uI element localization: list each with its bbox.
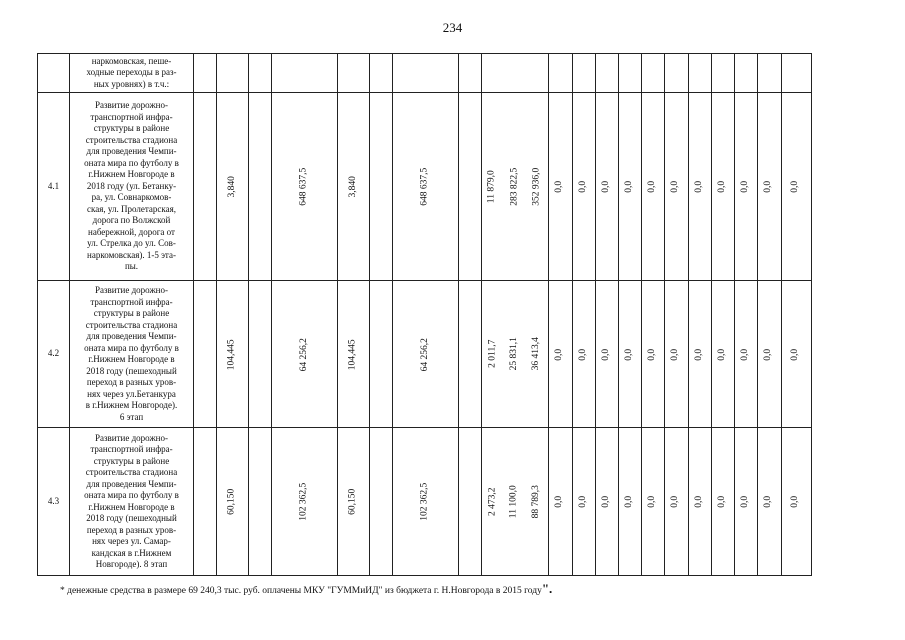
cost-cell-2 [392, 93, 458, 281]
amount-cell [757, 93, 781, 281]
financing-value: 11 879,0 [487, 170, 497, 203]
amount-cell [688, 93, 711, 281]
empty-cell [194, 93, 217, 281]
row-number: 4.1 [38, 93, 70, 281]
description-line: переход в разных уров- [86, 377, 177, 387]
amount-cell [734, 281, 757, 428]
page-number: 234 [442, 20, 463, 35]
table-row [38, 54, 812, 93]
amount-cell [664, 93, 688, 281]
budget-table [37, 53, 812, 576]
description-line: 2018 году (пешеходный [86, 513, 177, 523]
financing-cell [481, 93, 548, 281]
footnote-close-quote: ". [541, 581, 553, 596]
amount-cell [595, 54, 618, 93]
financing-value: 2 011,7 [487, 339, 497, 369]
financing-slot [526, 337, 548, 371]
description-line: наркомовская, пеше- [91, 55, 172, 66]
description-line: 6 этап [119, 411, 144, 422]
length-km-cell-2-value: 104,445 [347, 339, 358, 370]
amount-cell-value: 0,0 [740, 348, 750, 361]
empty-cell [369, 93, 392, 281]
amount-cell [711, 93, 734, 281]
amount-cell [664, 281, 688, 428]
amount-cell [711, 428, 734, 576]
financing-slot [482, 487, 504, 516]
empty-cell [458, 54, 481, 93]
length-km-cell [217, 54, 249, 93]
table-row [38, 428, 812, 576]
description-line: г.Нижнем Новгороде в [88, 169, 175, 180]
description-line: 2018 году (ул. Бетанку- [86, 180, 177, 191]
description-line: оната мира по футболу в [84, 157, 179, 168]
amount-cell [595, 93, 618, 281]
financing-value: 2 473,2 [487, 487, 497, 516]
amount-cell-value: 0,0 [601, 348, 611, 361]
amount-cell [641, 281, 664, 428]
amount-cell [618, 281, 641, 428]
empty-cell [248, 54, 271, 93]
financing-values [482, 337, 548, 371]
amount-cell [548, 281, 572, 428]
amount-cell-value: 0,0 [790, 348, 801, 361]
empty-cell [194, 428, 217, 576]
amount-cell-value: 0,0 [694, 348, 704, 361]
amount-cell-value: 0,0 [763, 348, 774, 361]
amount-cell [641, 54, 664, 93]
footnote [60, 581, 552, 597]
financing-slot [504, 337, 526, 371]
description-line: Новгороде). 8 этап [95, 559, 168, 569]
amount-cell [618, 54, 641, 93]
description-line: структуры в районе [93, 123, 170, 134]
amount-cell [781, 281, 811, 428]
description-line: транспортной инфра- [90, 444, 173, 454]
description-line: структуры в районе [93, 308, 170, 318]
amount-cell [572, 93, 595, 281]
empty-cell [458, 428, 481, 576]
cost-cell-value: 648 637,5 [298, 168, 309, 206]
cost-cell-value: 102 362,5 [298, 483, 309, 521]
cost-cell-2-value: 64 256,2 [419, 337, 430, 372]
empty-cell [248, 281, 271, 428]
amount-cell [548, 54, 572, 93]
description-line: строительства стадиона [85, 319, 178, 330]
amount-cell-value: 0,0 [763, 496, 774, 508]
amount-cell [548, 428, 572, 576]
cost-cell [271, 54, 337, 93]
financing-value: 352 936,0 [531, 167, 541, 206]
financing-slot [526, 484, 548, 519]
empty-cell [194, 281, 217, 428]
financing-cell [481, 428, 548, 576]
amount-cell [641, 428, 664, 576]
amount-cell-value: 0,0 [601, 181, 611, 193]
description-line: г.Нижнем Новгороде в [88, 354, 175, 364]
financing-values [482, 167, 548, 206]
row-description [70, 281, 194, 428]
financing-slot [526, 167, 548, 206]
amount-cell-value: 0,0 [554, 496, 565, 508]
amount-cell [711, 281, 734, 428]
description-line: ходные переходы в раз- [86, 67, 177, 78]
row-description [70, 428, 194, 576]
amount-cell-value: 0,0 [790, 496, 801, 508]
amount-cell-value: 0,0 [670, 348, 681, 361]
empty-cell [458, 93, 481, 281]
length-km-cell-2 [337, 54, 369, 93]
amount-cell-value: 0,0 [624, 348, 634, 361]
description-line: г.Нижнем Новгороде в [88, 501, 175, 512]
description-line: транспортной инфра- [90, 111, 173, 122]
description-line: транспортной инфра- [90, 296, 173, 307]
empty-cell [248, 93, 271, 281]
length-km-cell [217, 428, 249, 576]
description-line: строительства стадиона [85, 134, 178, 145]
amount-cell-value: 0,0 [717, 181, 727, 193]
description-line: нях через ул.Бетанкура [87, 388, 176, 399]
amount-cell-value: 0,0 [717, 496, 727, 508]
description-line: ул. Стрелка до ул. Сов- [87, 238, 176, 249]
length-km-cell-2 [337, 281, 369, 428]
length-km-cell-value: 3,840 [226, 176, 237, 198]
description-line: набережной, дорога от [88, 226, 175, 237]
length-km-cell-value: 104,445 [226, 339, 237, 370]
cost-cell-2 [392, 54, 458, 93]
description-line: ных уровнях) в т.ч.: [93, 78, 170, 89]
cost-cell-value: 64 256,2 [298, 337, 309, 372]
financing-value: 25 831,1 [509, 337, 519, 371]
length-km-cell-2-value: 3,840 [347, 176, 358, 198]
description-line: нях через ул. Самар- [92, 536, 171, 546]
amount-cell [664, 428, 688, 576]
amount-cell [618, 428, 641, 576]
length-km-cell-value: 60,150 [226, 488, 237, 516]
row-description [70, 54, 194, 93]
description-line: ра, ул. Совнаркомов- [91, 192, 172, 203]
footnote-text: * денежные средства в размере 69 240,3 тыс. руб. оплачены МКУ "ГУММиИД" из бюджета г. Н.Новгорода в 2015 году [60, 586, 542, 596]
cost-cell-2-value: 648 637,5 [419, 168, 430, 206]
description-line: для проведения Чемпи- [86, 146, 177, 157]
cost-cell [271, 428, 337, 576]
amount-cell [781, 54, 811, 93]
financing-slot [504, 485, 526, 518]
financing-cell [481, 54, 548, 93]
financing-value: 283 822,5 [509, 167, 519, 206]
amount-cell [595, 281, 618, 428]
amount-cell-value: 0,0 [717, 348, 727, 361]
description-line: 2018 году (пешеходный [86, 365, 177, 376]
amount-cell [688, 54, 711, 93]
description-line: структуры в районе [93, 455, 170, 466]
length-km-cell [217, 93, 249, 281]
amount-cell-value: 0,0 [601, 496, 611, 508]
description-line: кандская в г.Нижнем [91, 547, 172, 558]
amount-cell-value: 0,0 [578, 496, 588, 508]
row-number: 4.3 [38, 428, 70, 576]
amount-cell-value: 0,0 [763, 181, 774, 193]
length-km-cell-2 [337, 428, 369, 576]
financing-value: 88 789,3 [531, 484, 541, 519]
empty-cell [194, 54, 217, 93]
amount-cell-value: 0,0 [647, 496, 657, 508]
amount-cell [688, 281, 711, 428]
cost-cell [271, 281, 337, 428]
amount-cell-value: 0,0 [694, 181, 704, 193]
amount-cell-value: 0,0 [647, 348, 657, 361]
amount-cell-value: 0,0 [790, 181, 801, 193]
cost-cell-2 [392, 281, 458, 428]
amount-cell [572, 54, 595, 93]
amount-cell-value: 0,0 [624, 181, 634, 193]
amount-cell-value: 0,0 [740, 496, 750, 508]
amount-cell-value: 0,0 [670, 181, 681, 193]
amount-cell-value: 0,0 [578, 181, 588, 193]
amount-cell [618, 93, 641, 281]
table-row [38, 281, 812, 428]
description-line: дорога по Волжской [92, 215, 171, 226]
amount-cell [781, 93, 811, 281]
description-line: оната мира по футболу в [84, 490, 179, 500]
empty-cell [369, 428, 392, 576]
amount-cell-value: 0,0 [554, 181, 565, 193]
cost-cell-2 [392, 428, 458, 576]
cost-cell-2-value: 102 362,5 [419, 483, 430, 521]
empty-cell [248, 428, 271, 576]
amount-cell-value: 0,0 [554, 348, 565, 361]
amount-cell [711, 54, 734, 93]
financing-slot [482, 339, 504, 369]
financing-value: 11 100,0 [509, 485, 519, 518]
financing-slot [482, 170, 504, 203]
description-line: Развитие дорожно- [94, 285, 168, 295]
description-line: наркомовская). 1-5 эта- [87, 249, 176, 260]
amount-cell [572, 428, 595, 576]
financing-value: 36 413,4 [531, 337, 541, 371]
amount-cell [757, 54, 781, 93]
empty-cell [369, 281, 392, 428]
financing-cell [481, 281, 548, 428]
amount-cell [548, 93, 572, 281]
length-km-cell-2 [337, 93, 369, 281]
row-number: 4.2 [38, 281, 70, 428]
amount-cell-value: 0,0 [624, 496, 634, 508]
amount-cell [734, 428, 757, 576]
cost-cell [271, 93, 337, 281]
amount-cell [595, 428, 618, 576]
description-line: Развитие дорожно- [94, 100, 168, 111]
description-line: для проведения Чемпи- [86, 478, 177, 489]
amount-cell [688, 428, 711, 576]
amount-cell [734, 93, 757, 281]
length-km-cell [217, 281, 249, 428]
amount-cell [757, 428, 781, 576]
amount-cell [664, 54, 688, 93]
description-line: в г.Нижнем Новгороде). [85, 400, 178, 410]
description-line: переход в разных уров- [86, 524, 177, 535]
row-description [70, 93, 194, 281]
amount-cell [641, 93, 664, 281]
financing-slot [504, 167, 526, 206]
amount-cell-value: 0,0 [740, 181, 750, 193]
table-row [38, 93, 812, 281]
amount-cell [781, 428, 811, 576]
description-line: для проведения Чемпи- [86, 331, 177, 341]
amount-cell-value: 0,0 [578, 348, 588, 361]
amount-cell [757, 281, 781, 428]
financing-values [482, 484, 548, 519]
description-line: оната мира по футболу в [84, 342, 179, 353]
amount-cell-value: 0,0 [694, 496, 704, 508]
amount-cell-value: 0,0 [670, 496, 681, 508]
length-km-cell-2-value: 60,150 [347, 488, 358, 516]
description-line: Развитие дорожно- [94, 432, 168, 443]
amount-cell-value: 0,0 [647, 181, 657, 193]
description-line: ская, ул. Пролетарская, [87, 203, 176, 214]
amount-cell [734, 54, 757, 93]
empty-cell [369, 54, 392, 93]
description-line: строительства стадиона [85, 467, 178, 477]
row-number [38, 54, 70, 93]
empty-cell [458, 281, 481, 428]
amount-cell [572, 281, 595, 428]
description-line: пы. [124, 261, 139, 272]
